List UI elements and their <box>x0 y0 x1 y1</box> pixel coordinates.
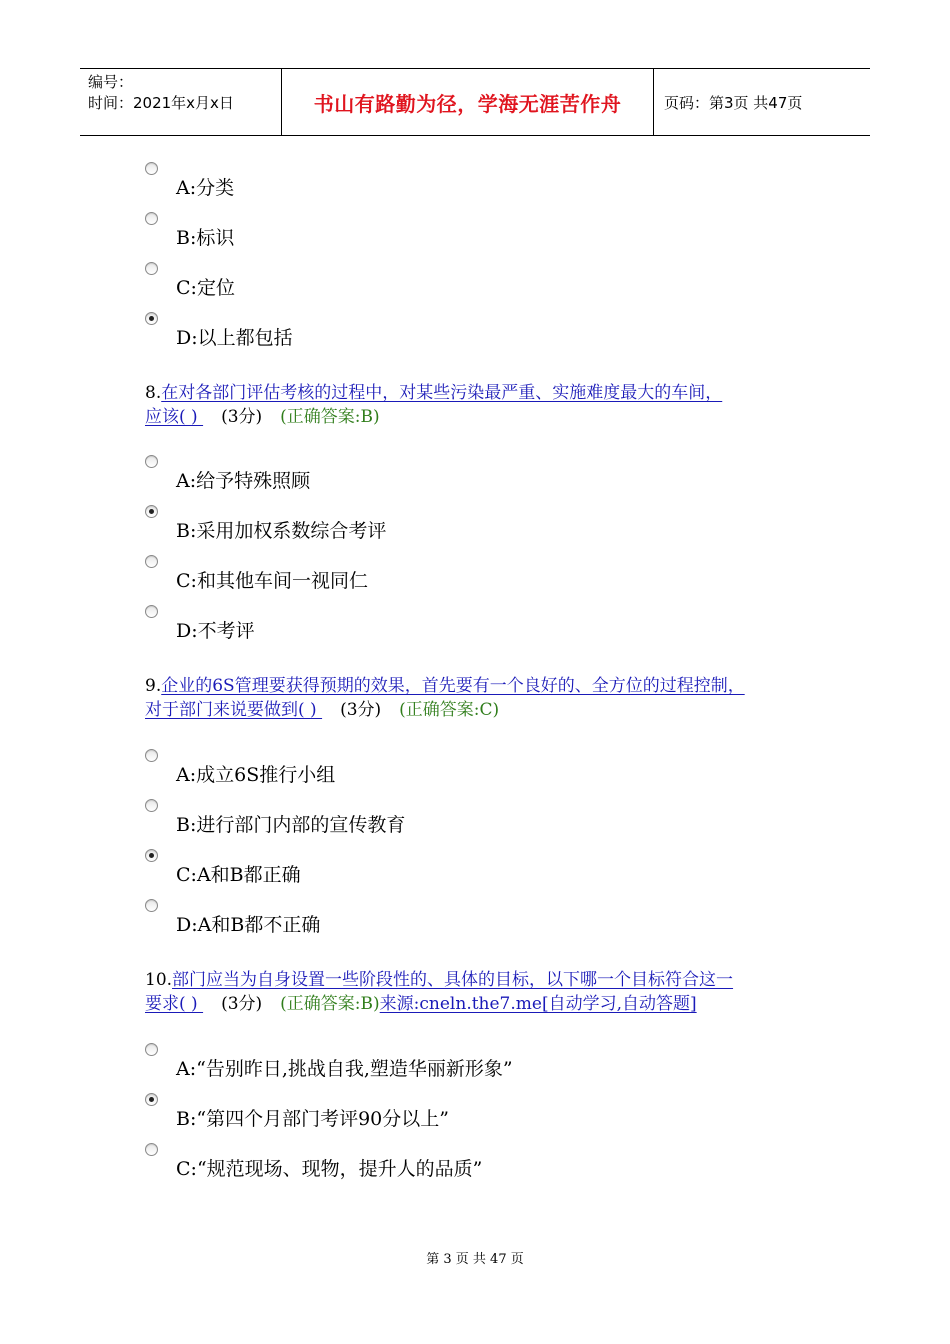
question-number: 8. <box>145 383 162 403</box>
option-label: B:进行部门内部的宣传教育 <box>176 814 406 836</box>
radio-button-selected[interactable] <box>145 312 158 325</box>
radio-button[interactable] <box>145 212 158 225</box>
radio-button[interactable] <box>145 749 158 762</box>
question-link[interactable]: 在对各部门评估考核的过程中，对某些污染最严重、实施难度最大的车间， <box>161 383 723 403</box>
correct-answer: (正确答案:B) <box>280 407 380 427</box>
source-link[interactable]: 来源:cneln.the7.me[自动学习,自动答题] <box>379 994 697 1014</box>
header-motto: 书山有路勤为径，学海无涯苦作舟 <box>282 69 654 135</box>
option-label: A:成立6S推行小组 <box>176 764 336 786</box>
question-link[interactable]: 部门应当为自身设置一些阶段性的、具体的目标，以下哪一个目标符合这一 <box>172 970 734 990</box>
header-meta <box>80 69 282 135</box>
radio-button-selected[interactable] <box>145 505 158 518</box>
option-label: C:“规范现场、现物，提升人的品质” <box>176 1158 483 1180</box>
option-label: C:A和B都正确 <box>176 864 301 886</box>
header-page-label: 页码：第3页 共47页 <box>664 93 803 112</box>
correct-answer: (正确答案:B) <box>280 994 380 1014</box>
radio-button[interactable] <box>145 605 158 618</box>
option-label: D:不考评 <box>176 620 255 642</box>
option-label: A:分类 <box>176 177 235 199</box>
radio-button[interactable] <box>145 799 158 812</box>
radio-button[interactable] <box>145 899 158 912</box>
q9-title <box>145 674 745 722</box>
option-label: A:给予特殊照顾 <box>176 470 311 492</box>
question-score: (3分) <box>340 700 382 720</box>
radio-button[interactable] <box>145 1043 158 1056</box>
question-link-cont[interactable]: 要求( ) <box>145 994 204 1014</box>
question-link-cont[interactable]: 对于部门来说要做到( ) <box>145 700 323 720</box>
number-label: 编号： <box>88 73 134 91</box>
radio-button-selected[interactable] <box>145 849 158 862</box>
q10-title <box>145 968 733 1016</box>
option-label: D:以上都包括 <box>176 327 293 349</box>
option-label: B:标识 <box>176 227 235 249</box>
question-number: 9. <box>145 676 162 696</box>
question-score: (3分) <box>221 407 263 427</box>
option-label: B:“第四个月部门考评90分以上” <box>176 1108 449 1130</box>
time-label: 时间：2021年x月x日 <box>88 94 234 112</box>
radio-button[interactable] <box>145 1143 158 1156</box>
question-link-cont[interactable]: 应该( ) <box>145 407 204 427</box>
option-label: B:采用加权系数综合考评 <box>176 520 387 542</box>
correct-answer: (正确答案:C) <box>399 700 500 720</box>
option-label: D:A和B都不正确 <box>176 914 321 936</box>
option-label: C:和其他车间一视同仁 <box>176 570 368 592</box>
option-label: C:定位 <box>176 277 235 299</box>
radio-button[interactable] <box>145 162 158 175</box>
radio-button[interactable] <box>145 455 158 468</box>
radio-button[interactable] <box>145 262 158 275</box>
page-footer: 第 3 页 共 47 页 <box>426 1252 524 1267</box>
question-number: 10. <box>145 970 173 990</box>
q8-title <box>145 381 722 429</box>
option-label: A:“告别昨日,挑战自我,塑造华丽新形象” <box>176 1058 513 1080</box>
radio-button[interactable] <box>145 555 158 568</box>
radio-button-selected[interactable] <box>145 1093 158 1106</box>
question-score: (3分) <box>221 994 263 1014</box>
page-header <box>80 68 870 136</box>
question-link[interactable]: 企业的6S管理要获得预期的效果，首先要有一个良好的、全方位的过程控制， <box>161 676 745 696</box>
